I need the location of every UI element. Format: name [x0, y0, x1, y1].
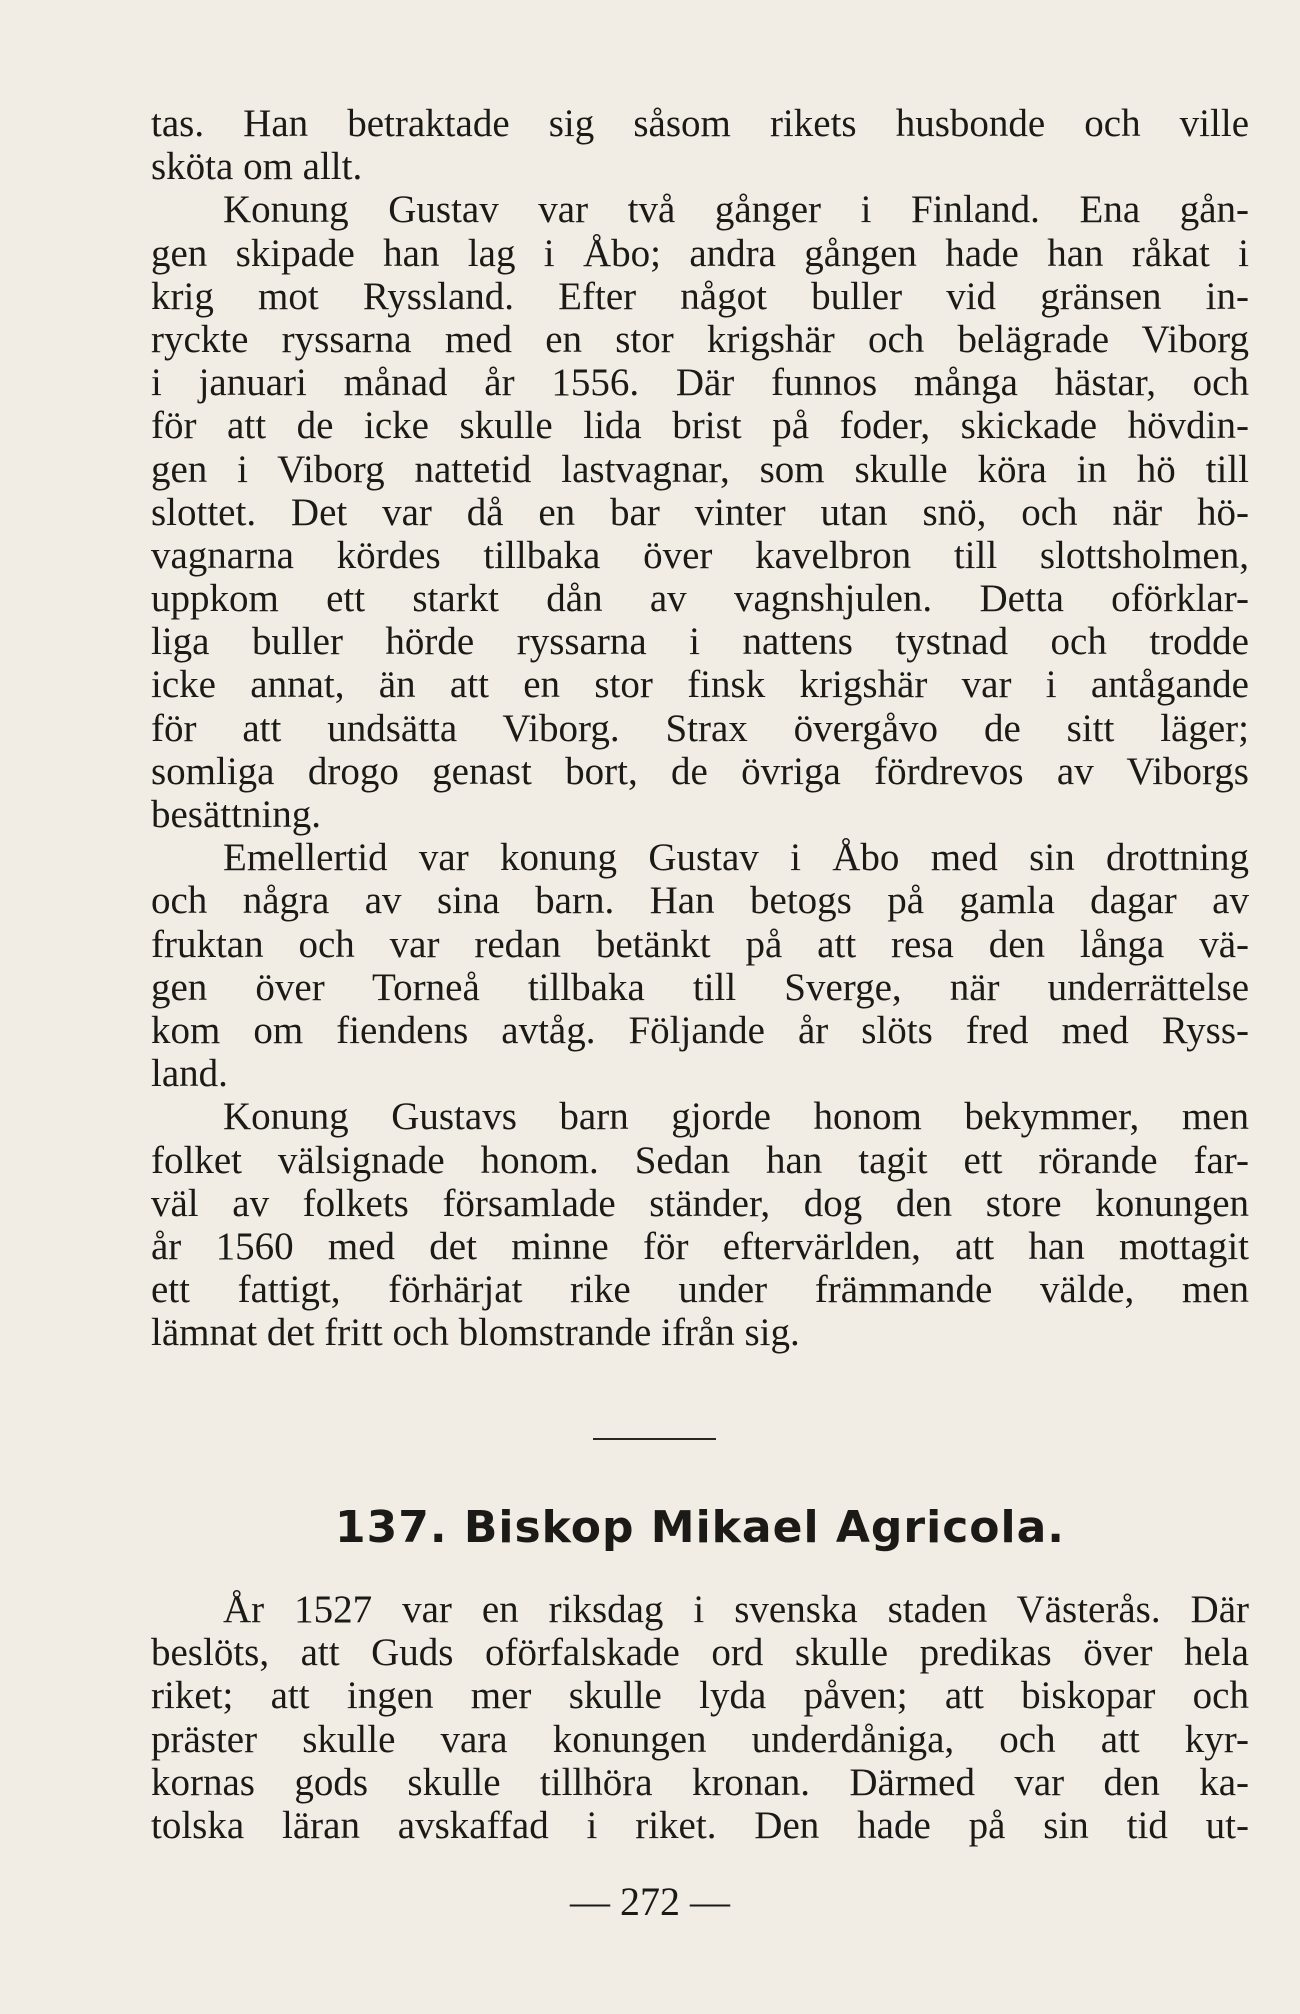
text-line: liga buller hörde ryssarna i nattens tystnad och trodde — [151, 620, 1249, 664]
text-line: väl av folkets församlade ständer, dog den store konungen — [151, 1181, 1249, 1225]
chapter-heading: 137. Biskop Mikael Agricola. — [334, 1502, 1065, 1553]
text-line: icke annat, än att en stor finsk krigshär var i antågande — [151, 663, 1249, 707]
text-line: för att de icke skulle lida brist på foder, skickade hövdin- — [151, 404, 1249, 448]
text-line: kom om fiendens avtåg. Följande år slöts fred med Ryss- — [151, 1008, 1249, 1052]
text-line: beslöts, att Guds oförfalskade ord skulle predikas över hela — [151, 1631, 1249, 1675]
text-line: kornas gods skulle tillhöra kronan. Därmed var den ka- — [151, 1760, 1249, 1804]
text-line: gen i Viborg nattetid lastvagnar, som skulle köra in hö till — [151, 447, 1249, 491]
text-line: uppkom ett starkt dån av vagnshjulen. Detta oförklar- — [151, 577, 1249, 621]
text-line: tas. Han betraktade sig såsom rikets husbonde och ville — [151, 102, 1249, 145]
text-line: Emellertid var konung Gustav i Åbo med sin drottning — [223, 836, 1249, 880]
text-line: gen skipade han lag i Åbo; andra gången hade han råkat i — [151, 231, 1249, 275]
text-line: sköta om allt. — [151, 145, 363, 189]
text-line: i januari månad år 1556. Där funnos många hästar, och — [151, 361, 1249, 405]
page-number: — 272 — — [570, 1879, 730, 1924]
text-line: fruktan och var redan betänkt på att resa den långa vä- — [151, 922, 1249, 966]
text-line: riket; att ingen mer skulle lyda påven; att biskopar och — [151, 1674, 1249, 1718]
text-line: slottet. Det var då en bar vinter utan snö, och när hö- — [151, 490, 1249, 534]
text-line: Konung Gustavs barn gjorde honom bekymmer, men — [223, 1095, 1249, 1139]
text-line: somliga drogo genast bort, de övriga fördrevos av Viborgs — [151, 749, 1249, 793]
text-line: för att undsätta Viborg. Strax övergåvo de sitt läger; — [151, 706, 1249, 750]
text-line: och några av sina barn. Han betogs på gamla dagar av — [151, 879, 1249, 923]
text-line: Konung Gustav var två gånger i Finland. Ena gån- — [223, 188, 1249, 232]
text-line: ett fattigt, förhärjat rike under främmande välde, men — [151, 1268, 1249, 1312]
text-line: tolska läran avskaffad i riket. Den hade på sin tid ut- — [151, 1803, 1249, 1847]
section-1-text — [151, 102, 1249, 1354]
text-line: År 1527 var en riksdag i svenska staden Västerås. Där — [223, 1588, 1249, 1631]
text-line: ryckte ryssarna med en stor krigshär och belägrade Viborg — [151, 317, 1249, 361]
text-line: vagnarna kördes tillbaka över kavelbron till slottsholmen, — [151, 533, 1249, 577]
text-line: år 1560 med det minne för eftervärlden, att han mottagit — [151, 1224, 1249, 1268]
section-divider — [593, 1438, 716, 1440]
text-line: besättning. — [151, 793, 322, 836]
section-2-text — [151, 1588, 1249, 1847]
text-line: präster skulle vara konungen underdåniga, och att kyr- — [151, 1717, 1249, 1761]
text-line: land. — [151, 1052, 228, 1096]
text-line: folket välsignade honom. Sedan han tagit ett rörande far- — [151, 1138, 1249, 1182]
text-line: gen över Torneå tillbaka till Sverge, när underrättelse — [151, 965, 1249, 1009]
text-line: krig mot Ryssland. Efter något buller vid gränsen in- — [151, 274, 1249, 318]
text-line: lämnat det fritt och blomstrande ifrån sig. — [151, 1311, 800, 1355]
